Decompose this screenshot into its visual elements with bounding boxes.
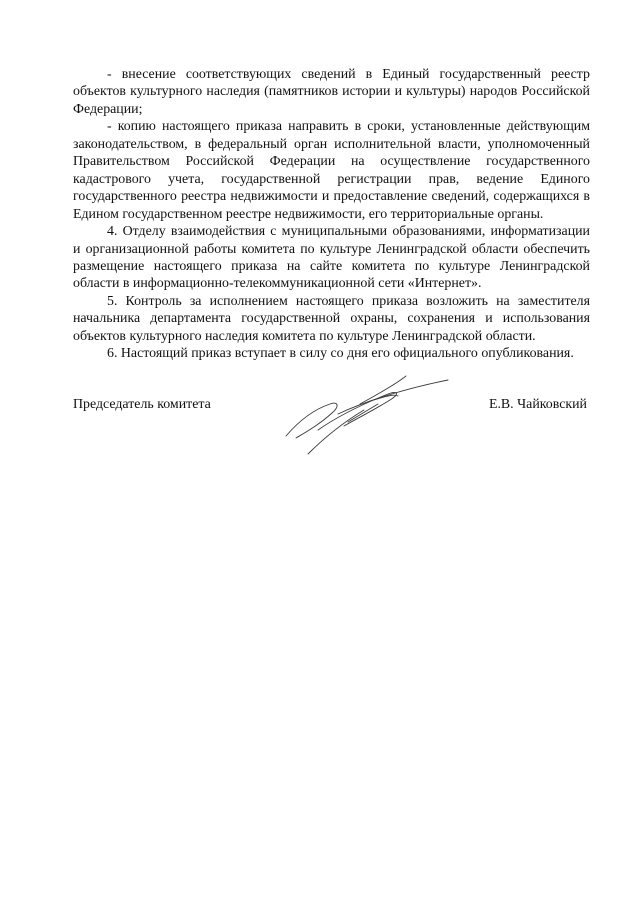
paragraph-item-6: 6. Настоящий приказ вступает в силу со дня его официального опубликования. [107, 346, 574, 362]
document-body [73, 66, 590, 363]
paragraph-send-copy: - копию настоящего приказа направить в сроки, установленные действующим законодательством, в федеральный орган исполнительной власти, уполномоченный Правительством Российской Федерации на осуществление государственного кадастрового учета, государственной регистрации прав, ведение Единого государственного реестра недвижимости и предоставление сведений, содержащихся в Едином государственном реестре недвижимости, его территориальные органы. [73, 119, 590, 222]
signatory-position: Председатель комитета [73, 397, 211, 412]
paragraph-item-5: 5. Контроль за исполнением настоящего приказа возложить на заместителя начальника департамента государственной охраны, сохранения и использования объектов культурного наследия комитета по культуре Ленинградской области. [73, 293, 590, 344]
signatory-name: Е.В. Чайковский [488, 397, 587, 412]
paragraph-registry-entry: - внесение соответствующих сведений в Единый государственный реестр объектов культурного наследия (памятников истории и культуры) народов Российской Федерации; [73, 67, 590, 117]
handwritten-signature [278, 370, 453, 460]
paragraph-item-4: 4. Отделу взаимодействия с муниципальными образованиями, информатизации и организационной работы комитета по культуре Ленинградской области обеспечить размещение настоящего приказа на сайте комитета по культуре Ленинградской области в информационно-телекоммуникационной сети «Интернет». [73, 224, 590, 292]
